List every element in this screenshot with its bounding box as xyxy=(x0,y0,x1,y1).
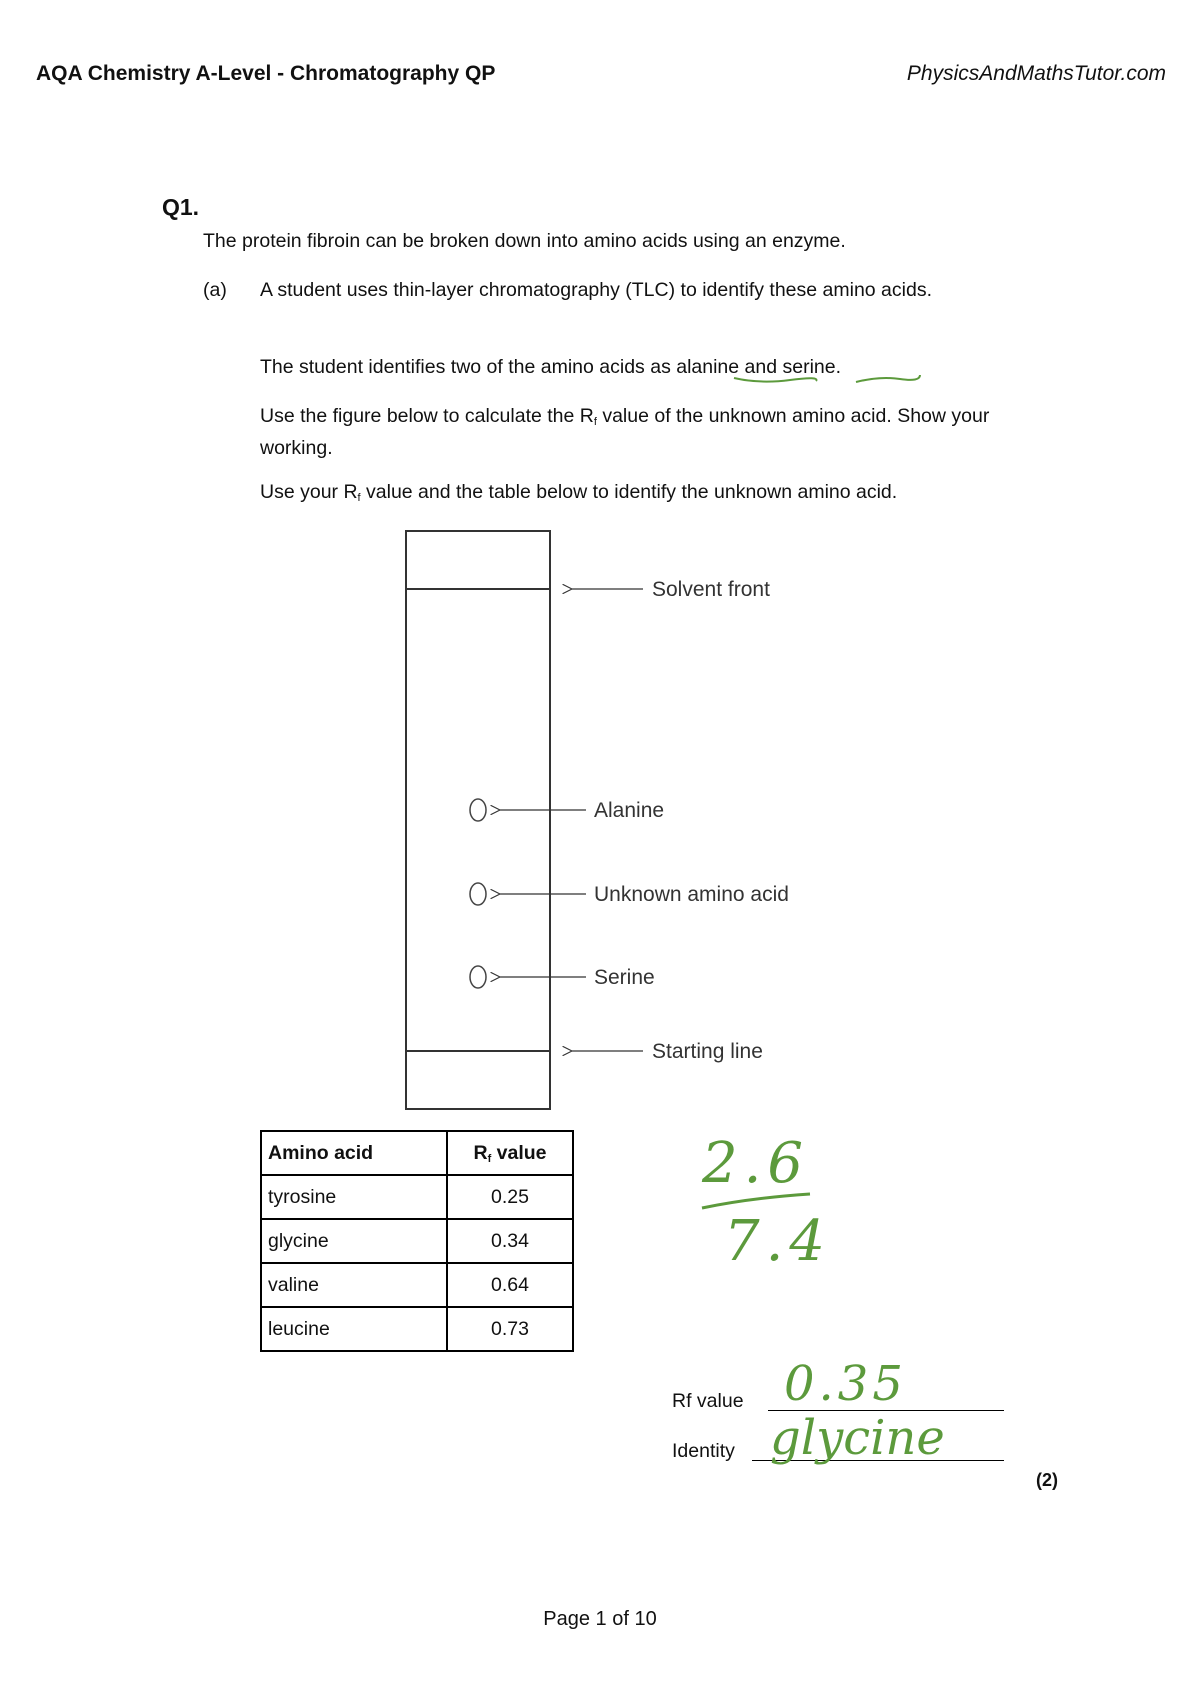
table-row xyxy=(261,1263,573,1307)
paragraph-tlc: A student uses thin-layer chromatography (TLC) to identify these amino acids. xyxy=(260,279,932,301)
marks-indicator: (2) xyxy=(1036,1470,1058,1490)
alanine-word: alanine xyxy=(676,356,740,378)
amino-acid-cell: leucine xyxy=(261,1307,447,1351)
working-denominator: 7.4 xyxy=(724,1209,832,1274)
solvent-front-label: Solvent front xyxy=(652,578,770,601)
p3-sub: f xyxy=(593,416,597,428)
starting-line-label: Starting line xyxy=(652,1040,763,1063)
serine-underline xyxy=(856,375,920,382)
question-intro: The protein fibroin can be broken down into amino acids using an enzyme. xyxy=(203,230,846,252)
rf-cell: 0.25 xyxy=(447,1175,573,1219)
page-number: Page 1 of 10 xyxy=(543,1608,657,1630)
part-label: (a) xyxy=(203,279,227,301)
alanine-underline xyxy=(734,378,816,382)
rf-value-table xyxy=(260,1130,574,1352)
rf-answer-label: Rf value xyxy=(672,1390,744,1412)
serine-spot xyxy=(470,966,486,988)
p4-sub: f xyxy=(357,492,361,504)
table-row xyxy=(261,1175,573,1219)
p4-text-start: Use your R xyxy=(260,481,358,503)
p4-text-end: value and the table below to identify the unknown amino acid. xyxy=(360,481,898,503)
serine-word: serine xyxy=(782,356,836,378)
serine-label: Serine xyxy=(594,966,655,989)
header-rf-value xyxy=(447,1131,573,1175)
rf-cell: 0.73 xyxy=(447,1307,573,1351)
p3-text-end: value of the unknown amino acid. Show your working. xyxy=(260,405,990,459)
table-header-row xyxy=(261,1131,573,1175)
tlc-figure xyxy=(400,525,820,1110)
tlc-plate xyxy=(406,531,550,1109)
p2-text-end: . xyxy=(835,356,842,378)
header-rf-r: R xyxy=(473,1141,488,1164)
p2-text-start: The student identifies two of the amino acids as xyxy=(260,356,677,378)
identity-answer-label: Identity xyxy=(672,1440,735,1462)
header-rf-sub: f xyxy=(487,1152,492,1165)
unknown-spot xyxy=(470,883,486,905)
handwritten-working xyxy=(690,1120,890,1280)
identity-answer-handwritten: glycine xyxy=(770,1410,945,1466)
amino-acid-cell: glycine xyxy=(261,1219,447,1263)
paragraph-calculate xyxy=(260,403,1000,461)
document-title: AQA Chemistry A-Level - Chromatography QP xyxy=(36,62,496,85)
question-number: Q1. xyxy=(162,194,200,220)
rf-answer-handwritten: 0.35 xyxy=(784,1356,907,1412)
paragraph-identify xyxy=(260,479,897,511)
handwritten-underlines xyxy=(730,372,930,388)
working-numerator: 2.6 xyxy=(702,1131,810,1196)
amino-acid-cell: valine xyxy=(261,1263,447,1307)
fraction-bar xyxy=(702,1194,810,1208)
rf-cell: 0.34 xyxy=(447,1219,573,1263)
p2-and: and xyxy=(739,356,783,378)
table-row xyxy=(261,1219,573,1263)
source-site: PhysicsAndMathsTutor.com xyxy=(906,62,1166,85)
rf-cell: 0.64 xyxy=(447,1263,573,1307)
amino-acid-cell: tyrosine xyxy=(261,1175,447,1219)
table-row xyxy=(261,1307,573,1351)
alanine-label: Alanine xyxy=(594,799,665,822)
p3-text-start: Use the figure below to calculate the R xyxy=(260,405,594,427)
header-amino-acid: Amino acid xyxy=(261,1131,447,1175)
header-rf-after: value xyxy=(491,1141,547,1164)
alanine-spot xyxy=(470,799,486,821)
unknown-label: Unknown amino acid xyxy=(594,883,789,906)
